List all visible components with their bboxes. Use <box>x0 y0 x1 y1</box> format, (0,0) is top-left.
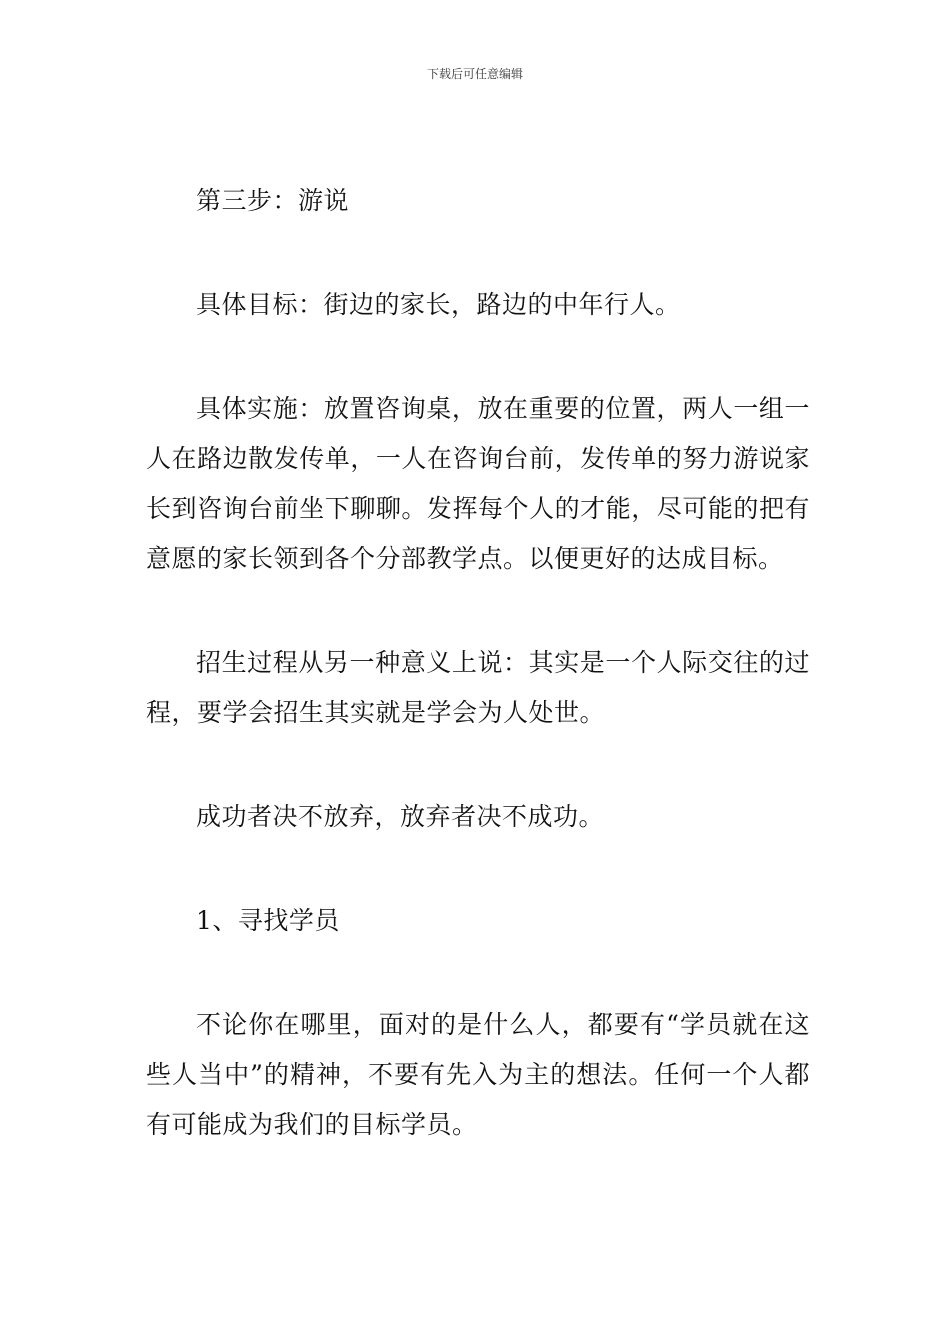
section-heading-step-three: 第三步：游说 <box>196 186 350 215</box>
subheading-find-students: 1、寻找学员 <box>196 906 340 935</box>
paragraph-find-students: 不论你在哪里，面对的是什么人，都要有“学员就在这些人当中”的精神，不要有先入为主的想法。任何一个人都有可能成为我们的目标学员。 <box>146 1010 810 1139</box>
paragraph-enrollment-process: 招生过程从另一种意义上说：其实是一个人际交往的过程，要学会招生其实就是学会为人处世。 <box>146 648 810 727</box>
document-body <box>146 176 810 1204</box>
paragraph-target: 具体目标：街边的家长，路边的中年行人。 <box>196 290 681 319</box>
paragraph-motto: 成功者决不放弃，放弃者决不成功。 <box>196 802 605 831</box>
paragraph-implementation: 具体实施：放置咨询桌，放在重要的位置，两人一组一人在路边散发传单，一人在咨询台前，发传单的努力游说家长到咨询台前坐下聊聊。发挥每个人的才能，尽可能的把有意愿的家长领到各个分部教学点。以便更好的达成目标。 <box>146 394 810 573</box>
page-header: 下载后可任意编辑 <box>426 67 523 81</box>
